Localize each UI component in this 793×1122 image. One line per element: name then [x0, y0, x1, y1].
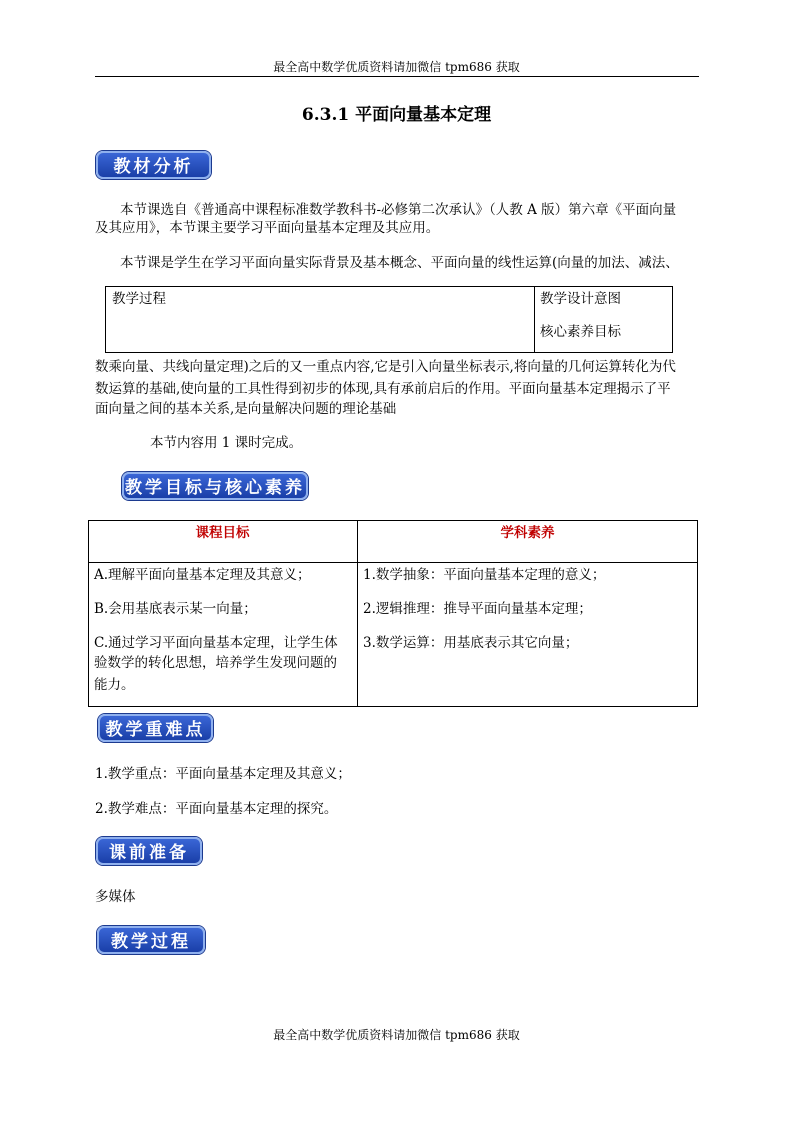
analysis-p2-line1: 本节课是学生在学习平面向量实际背景及基本概念、平面向量的线性运算(向量的加法、减法、 [120, 255, 679, 271]
page-title: 6.3.1 平面向量基本定理 [301, 105, 492, 125]
header-divider [95, 76, 699, 77]
goal-item-c-line2: 验数学的转化思想，培养学生发现问题的 [94, 655, 337, 671]
inline-table-right-line1: 教学设计意图 [540, 291, 621, 307]
inline-table-left-cell: 教学过程 [112, 291, 166, 307]
section-badge-goals: 教学目标与核心素养 [122, 472, 308, 500]
goals-table-header-divider [88, 562, 698, 563]
goals-header-literacy: 学科素养 [500, 525, 555, 541]
key-point-1: 1.教学重点：平面向量基本定理及其意义； [95, 766, 351, 782]
inline-table-right-line2: 核心素养目标 [540, 324, 621, 340]
analysis-p2-line3: 数运算的基础,使向量的工具性得到初步的体现,具有承前启后的作用。平面向量基本定理揭示了平 [95, 381, 671, 397]
goals-table-divider [357, 520, 358, 707]
literacy-item-2: 2.逻辑推理：推导平面向量基本定理； [363, 601, 592, 617]
analysis-p2-line2: 数乘向量、共线向量定理)之后的又一重点内容,它是引入向量坐标表示,将向量的几何运算转化为代 [95, 359, 676, 375]
preparation-text: 多媒体 [95, 889, 136, 905]
analysis-p1-line1: 本节课选自《普通高中课程标准数学教科书-必修第二次承认》（人教 A 版）第六章《平面向量 [120, 202, 677, 218]
goal-item-c-line3: 能力。 [94, 677, 135, 693]
goal-item-b: B.会用基底表示某一向量； [94, 601, 257, 617]
section-badge-process: 教学过程 [97, 926, 205, 954]
page-footer: 最全高中数学优质资料请加微信 tpm686 获取 [273, 1028, 520, 1042]
section-badge-preparation: 课前准备 [96, 837, 202, 865]
literacy-item-3: 3.数学运算：用基底表示其它向量； [363, 635, 579, 651]
key-point-2: 2.教学难点：平面向量基本定理的探究。 [95, 801, 338, 817]
page-header: 最全高中数学优质资料请加微信 tpm686 获取 [273, 60, 520, 74]
analysis-p1-line2: 及其应用》，本节课主要学习平面向量基本定理及其应用。 [95, 220, 440, 236]
goal-item-c-line1: C.通过学习平面向量基本定理，让学生体 [94, 635, 338, 651]
goals-header-course: 课程目标 [195, 525, 250, 541]
inline-table-divider [534, 286, 535, 353]
section-badge-key-points: 教学重难点 [98, 714, 213, 742]
goal-item-a: A.理解平面向量基本定理及其意义； [94, 567, 311, 583]
analysis-p3: 本节内容用 1 课时完成。 [150, 435, 303, 451]
section-badge-analysis: 教材分析 [96, 151, 211, 179]
analysis-p2-line4: 面向量之间的基本关系,是向量解决问题的理论基础 [95, 401, 397, 417]
literacy-item-1: 1.数学抽象：平面向量基本定理的意义； [363, 567, 606, 583]
